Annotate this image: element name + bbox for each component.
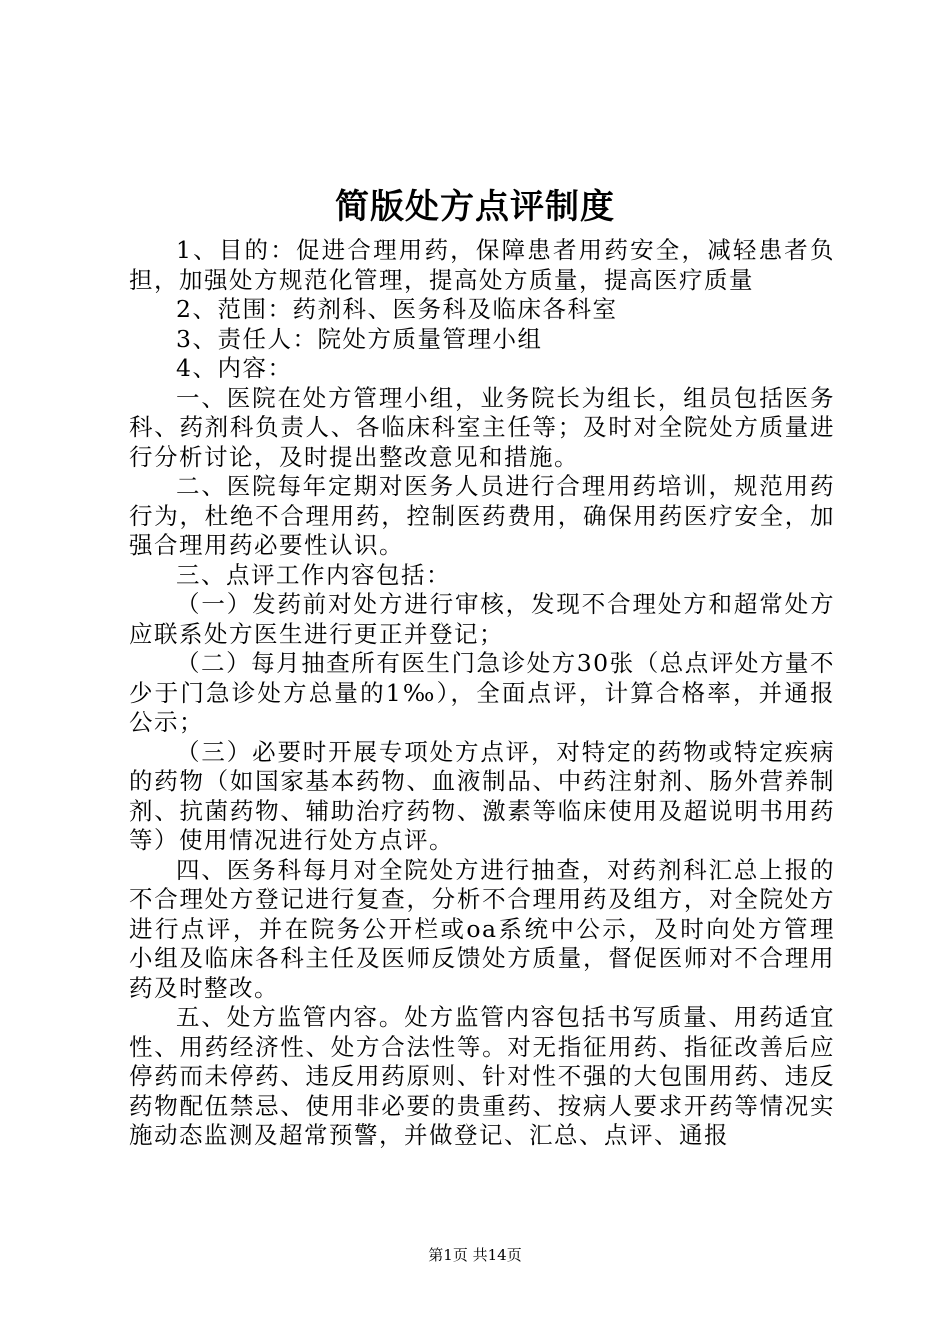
paragraph-responsible: 3、责任人：院处方质量管理小组 (176, 324, 543, 353)
paragraph-item-3: （三）必要时开展专项处方点评，对特定的药物或特定疾病的药物（如国家基本药物、血液制品、中药注射剂、肠外营养制剂、抗菌药物、辅助治疗药物、激素等临床使用及超说明书用药等）使用情况进行处方点评。 (129, 737, 835, 854)
paragraph-section-3: 三、点评工作内容包括： (176, 560, 451, 589)
document-body (129, 236, 835, 1151)
paragraph-purpose: 1、目的：促进合理用药，保障患者用药安全，减轻患者负担，加强处方规范化管理，提高处方质量，提高医疗质量 (129, 236, 835, 294)
paragraph-section-1: 一、医院在处方管理小组，业务院长为组长，组员包括医务科、药剂科负责人、各临床科室主任等；及时对全院处方质量进行分析讨论，及时提出整改意见和措施。 (129, 383, 835, 471)
page-footer: 第1页 共14页 (428, 1246, 522, 1264)
paragraph-section-5: 五、处方监管内容。处方监管内容包括书写质量、用药适宜性、用药经济性、处方合法性等。对无指征用药、指征改善后应停药而未停药、违反用药原则、针对性不强的大包围用药、违反药物配伍禁忌、使用非必要的贵重药、按病人要求开药等情况实施动态监测及超常预警，并做登记、汇总、点评、通报 (129, 1003, 835, 1149)
paragraph-section-2: 二、医院每年定期对医务人员进行合理用药培训，规范用药行为，杜绝不合理用药，控制医药费用，确保用药医疗安全，加强合理用药必要性认识。 (129, 472, 835, 559)
paragraph-scope: 2、范围：药剂科、医务科及临床各科室 (176, 295, 618, 323)
paragraph-section-4: 四、医务科每月对全院处方进行抽查，对药剂科汇总上报的不合理处方登记进行复查，分析不合理用药及组方，对全院处方进行点评，并在院务公开栏或oa系统中公示，及时向处方管理小组及临床各科主任及医师反馈处方质量，督促医师对不合理用药及时整改。 (129, 855, 835, 1002)
paragraph-item-1: （一）发药前对处方进行审核，发现不合理处方和超常处方应联系处方医生进行更正并登记； (129, 590, 835, 648)
paragraph-item-2: （二）每月抽查所有医生门急诊处方30张（总点评处方量不少于门急诊处方总量的1‰），全面点评，计算合格率，并通报公示； (129, 649, 835, 736)
paragraph-content-heading: 4、内容： (176, 354, 293, 382)
page-title: 简版处方点评制度 (335, 187, 615, 227)
